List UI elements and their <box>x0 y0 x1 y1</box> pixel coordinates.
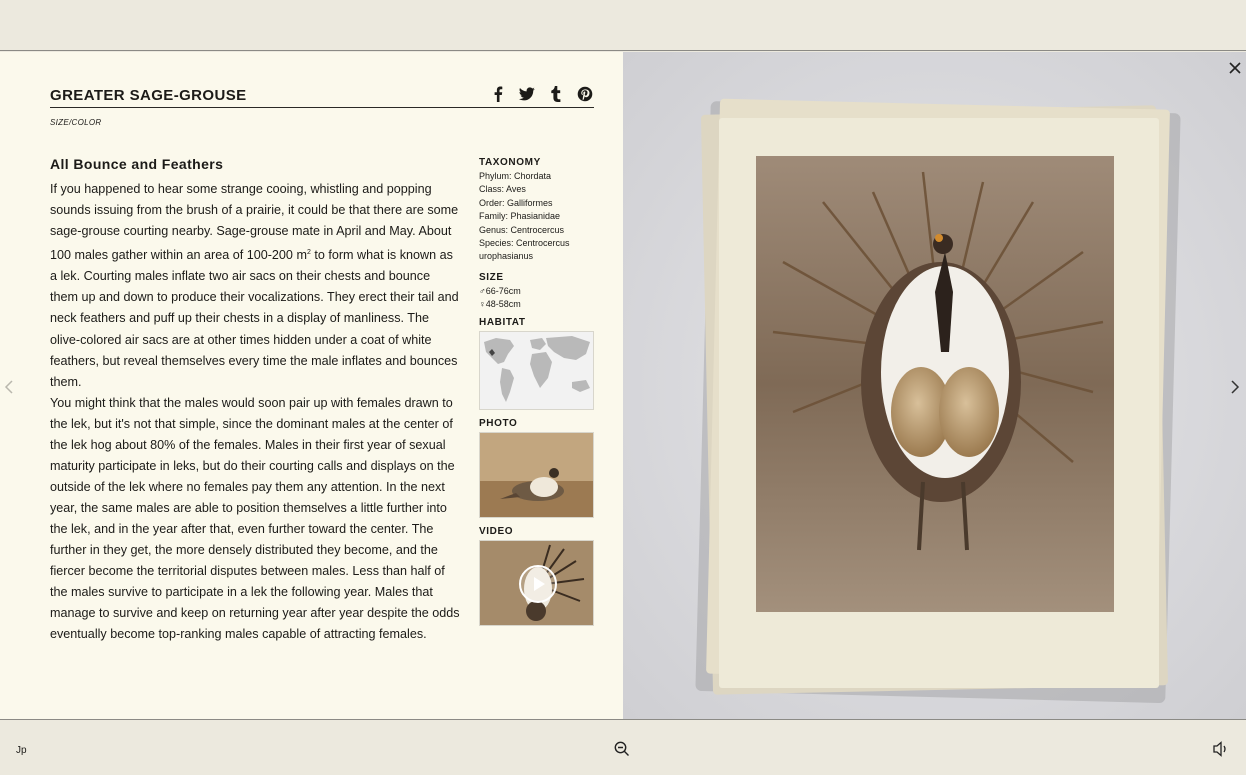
article-body <box>50 156 460 645</box>
size-male: ♂66-76cm <box>479 285 521 296</box>
article-paragraph-1-a: If you happened to hear some strange cooing, whistling and popping sounds issuing from the brush of a prairie, it could be that there are some sage-grouse courting nearby. Sage-grouse mate in April and May. About 100 males gather within an area of 100-200 m <box>50 182 459 263</box>
close-icon[interactable] <box>1226 59 1244 77</box>
tumblr-icon[interactable] <box>547 85 565 103</box>
habitat-map[interactable] <box>479 331 594 410</box>
header-row <box>50 85 594 108</box>
top-bar <box>0 0 1246 51</box>
article-paragraph-1 <box>50 179 460 393</box>
play-icon[interactable] <box>532 576 546 592</box>
taxonomy-order: Order: Galliformes <box>479 197 553 208</box>
photo-thumbnail[interactable] <box>479 432 594 518</box>
taxonomy-block <box>479 157 595 264</box>
habitat-label: HABITAT <box>479 316 526 328</box>
share-buttons <box>489 85 594 103</box>
next-page-icon[interactable] <box>1229 378 1241 396</box>
taxonomy-label: TAXONOMY <box>479 157 541 168</box>
taxonomy-phylum: Phylum: Chordata <box>479 171 552 181</box>
size-block <box>479 272 595 312</box>
taxonomy-species: Species: Centrocercus urophasianus <box>479 238 570 262</box>
previous-page-icon[interactable] <box>3 378 15 396</box>
taxonomy-family: Family: Phasianidae <box>479 211 561 222</box>
photo-label: PHOTO <box>479 417 518 429</box>
video-label: VIDEO <box>479 525 514 537</box>
image-panel <box>623 52 1246 719</box>
page-title: GREATER SAGE-GROUSE <box>50 87 247 104</box>
video-block <box>479 526 595 626</box>
size-female: ♀48-58cm <box>479 299 521 310</box>
taxonomy-class: Class: Aves <box>479 184 526 195</box>
specimen-photo-stack <box>623 52 1246 719</box>
twitter-icon[interactable] <box>518 85 536 103</box>
photo-block <box>479 418 595 518</box>
habitat-block <box>479 317 595 410</box>
zoom-out-icon[interactable] <box>613 740 631 758</box>
language-toggle[interactable]: Jp <box>16 745 27 756</box>
size-label: SIZE <box>479 271 504 283</box>
article-paragraph-1-b: to form what is known as a lek. Courting males inflate two air sacs on their chests and bounce them up and down to produce their vocalizations. They erect their tail and neck feathers and puff up their chests in a display of manliness. The olive-colored air sacs are at other times hidden under a coat of white feathers, but reveal themselves every time the male inflates and bounces them. <box>50 248 459 389</box>
speaker-icon[interactable] <box>1212 740 1232 758</box>
article-paragraph-2: You might think that the males would soon pair up with females drawn to the lek, but it's not that simple, since the dominant males at the center of the lek hog about 80% of the females. Males in their first year of sexual maturity participate in leks, but do their courting calls and displays on the outside of the lek where no females pay them any attention. In the next year, the same males are able to position themselves a little further into the lek, and in the year after that, even further toward the center. The further in they get, the more densely distributed they become, and the fiercer become the territorial disputes between males. Less than half of the males survive to participate in a lek the following year. Males that manage to survive and keep on returning year after year despite the odds eventually become top-ranking males capable of attracting females. <box>50 395 460 642</box>
article-paragraph-1-sup: 2 <box>306 249 311 257</box>
facebook-icon[interactable] <box>489 85 507 103</box>
article-heading: All Bounce and Feathers <box>50 156 224 172</box>
video-thumbnail[interactable] <box>479 540 594 626</box>
subtitle: SIZE/COLOR <box>50 118 102 127</box>
pinterest-icon[interactable] <box>576 85 594 103</box>
bottom-bar <box>0 719 1246 775</box>
info-sidebar <box>479 157 595 634</box>
taxonomy-genus: Genus: Centrocercus <box>479 224 565 235</box>
